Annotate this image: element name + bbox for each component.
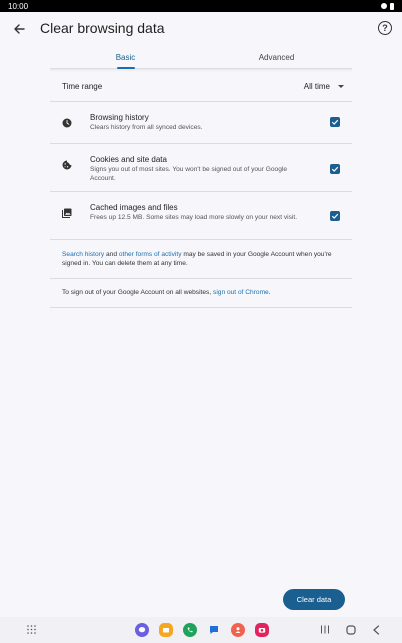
info-text: may be saved in your Google Account when you're signed in. You can delete them at any time. [62,251,332,267]
chat-app-icon[interactable] [207,623,221,637]
active-tab-indicator [117,67,135,69]
home-icon[interactable] [346,625,356,635]
recents-icon[interactable] [320,625,330,634]
time-range-value: All time [303,82,330,91]
clear-data-panel [50,46,352,308]
camera-app-icon[interactable] [255,623,269,637]
image-icon [62,208,72,218]
option-cached-images[interactable] [50,192,352,240]
browsing-history-checkbox[interactable] [330,117,340,127]
contacts-app-icon[interactable] [231,623,245,637]
app-drawer-icon[interactable] [27,625,36,634]
app-header [0,12,402,46]
status-bar [0,0,402,12]
navigation-bar [0,617,402,643]
dropdown-arrow-icon [338,85,344,88]
checkmark-icon [331,118,339,126]
phone-app-icon[interactable] [183,623,197,637]
battery-icon [390,3,394,10]
clear-data-button[interactable]: Clear data [283,589,345,610]
time-range-select[interactable] [50,72,352,102]
cookie-icon [62,160,72,170]
cached-images-checkbox[interactable] [330,211,340,221]
wifi-icon [381,3,387,9]
checkmark-icon [331,165,339,173]
nav-back-icon[interactable] [372,625,380,635]
clock-icon [62,118,72,128]
tab-bar [50,46,352,69]
tab-advanced[interactable]: Advanced [258,53,295,62]
sign-out-of-chrome-link[interactable]: sign out of Chrome [213,289,269,296]
signout-info [50,279,352,308]
search-history-link[interactable]: Search history [62,251,105,258]
status-time: 10:00 [8,1,29,11]
other-activity-link[interactable]: other forms of activity [118,251,182,258]
cookies-checkbox[interactable] [330,164,340,174]
back-arrow-icon[interactable] [10,20,28,38]
option-title: Cached images and files [90,203,178,212]
option-description: Signs you out of most sites. You won't be signed out of your Google Account. [90,166,287,182]
page-title: Clear browsing data [40,20,165,36]
account-activity-info [50,240,352,279]
files-app-icon[interactable] [159,623,173,637]
checkmark-icon [331,212,339,220]
option-cookies[interactable] [50,144,352,192]
option-description: Frees up 12.5 MB. Some sites may load more slowly on your next visit. [90,214,298,221]
messages-app-icon[interactable] [135,623,149,637]
status-icons [381,3,394,10]
info-text: and [104,251,119,258]
tab-basic[interactable]: Basic [115,53,136,62]
option-browsing-history[interactable] [50,102,352,144]
signout-suffix: . [268,289,271,296]
help-icon[interactable]: ? [378,21,392,35]
option-title: Browsing history [90,113,149,122]
app-dock [135,623,269,637]
option-title: Cookies and site data [90,155,167,164]
time-range-label: Time range [62,82,103,91]
signout-text: To sign out of your Google Account on all websites, [62,289,214,296]
option-description: Clears history from all synced devices. [90,124,203,131]
